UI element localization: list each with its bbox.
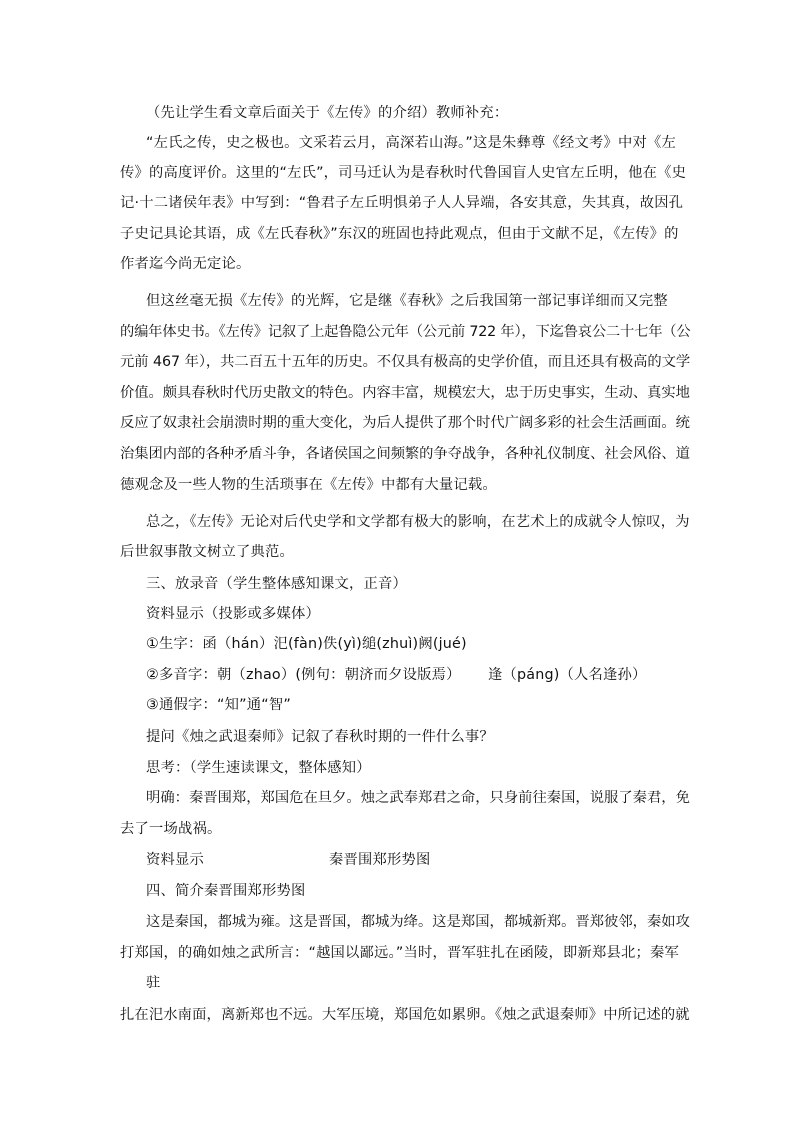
material-display-2: 资料显示 xyxy=(146,852,204,868)
paragraph-4-line-1: 这是秦国，都城为雍。这是晋国，都城为绛。这是郑国，都城新郑。晋郑彼邻，秦如攻 xyxy=(146,914,690,930)
section-4-heading: 四、简介秦晋围郑形势图 xyxy=(146,883,306,899)
polyphone-line: ②多音字：朝（zhao）(例句：朝济而夕设版焉） xyxy=(146,667,461,683)
paragraph-2-line-4: 价值。颇具春秋时代历史散文的特色。内容丰富，规模宏大，忠于历史事实，生动、真实地 xyxy=(120,385,690,401)
answer-line-1: 明确：秦晋围郑，郑国危在旦夕。烛之武奉郑君之命，只身前往秦国，说服了秦君，免 xyxy=(146,790,690,806)
loan-character-line: ③通假字：“知”通“智” xyxy=(146,697,291,713)
paragraph-1-line-3: 记·十二诸侯年表》中写到：“鲁君子左丘明惧弟子人人异端，各安其意，失其真，故因孔 xyxy=(120,195,684,211)
paragraph-1-line-2: 传》的高度评价。这里的“左氏”，司马迁认为是春秋时代鲁国盲人史官左丘明，他在《史 xyxy=(120,165,687,181)
paragraph-3-line-1: 总之，《左传》无论对后代史学和文学都有极大的影响，在艺术上的成就令人惊叹，为 xyxy=(146,514,690,530)
paragraph-1-line-5: 作者迄今尚无定论。 xyxy=(120,256,251,272)
question-line: 提问《烛之武退秦师》记叙了春秋时期的一件什么事？ xyxy=(146,729,494,745)
paragraph-3-line-2: 后世叙事散文树立了典范。 xyxy=(120,544,294,560)
paragraph-2-line-3: 元前 467 年），共二百五十五年的历史。不仅具有极高的史学价值，而且还具有极高的文学 xyxy=(120,354,691,370)
new-characters-line: ①生字：函（hán）汜(fàn)佚(yì)缒(zhuì)阙(jué) xyxy=(146,636,467,652)
paragraph-1-line-1: “左氏之传，史之极也。文采若云月，高深若山海。”这是朱彝尊《经文考》中对《左 xyxy=(146,135,676,151)
polyphone-example-2: 逢（páng)（人名逢孙） xyxy=(488,667,647,683)
paragraph-4-line-2: 打郑国，的确如烛之武所言：“越国以鄙远。”当时，晋军驻扎在函陵，即新郑县北；秦军 xyxy=(120,945,679,961)
paragraph-4-line-3: 驻 xyxy=(146,975,161,991)
paragraph-2-line-1: 但这丝毫无损《左传》的光辉，它是继《春秋》之后我国第一部记事详细而又完整 xyxy=(146,293,668,309)
paragraph-2-line-5: 反应了奴隶社会崩溃时期的重大变化，为后人提供了那个时代广阔多彩的社会生活画面。统 xyxy=(120,415,690,431)
paragraph-1-line-4: 子史记具论其语，成《左氏春秋》”东汉的班固也持此观点，但由于文献不足，《左传》的 xyxy=(120,226,679,242)
answer-line-2: 去了一场战祸。 xyxy=(120,821,222,837)
think-line: 思考：（学生速读课文，整体感知） xyxy=(146,760,371,776)
paragraph-2-line-2: 的编年体史书。《左传》记叙了上起鲁隐公元年（公元前 722 年），下迄鲁哀公二十七年（公 xyxy=(120,324,691,340)
intro-line: （先让学生看文章后面关于《左传》的介绍）教师补充： xyxy=(146,105,509,121)
section-3-heading: 三、放录音（学生整体感知课文，正音） xyxy=(146,576,407,592)
paragraph-2-line-7: 德观念及一些人物的生活琐事在《左传》中都有大量记载。 xyxy=(120,477,497,493)
paragraph-2-line-6: 治集团内部的各种矛盾斗争，各诸侯国之间频繁的争夺战争，各种礼仪制度、社会风俗、道 xyxy=(120,446,690,462)
map-caption: 秦晋围郑形势图 xyxy=(329,852,431,868)
material-display-1: 资料显示（投影或多媒体） xyxy=(146,606,320,622)
paragraph-4-line-4: 扎在汜水南面，离新郑也不远。大军压境，郑国危如累卵。《烛之武退秦师》中所记述的就 xyxy=(120,1007,690,1023)
